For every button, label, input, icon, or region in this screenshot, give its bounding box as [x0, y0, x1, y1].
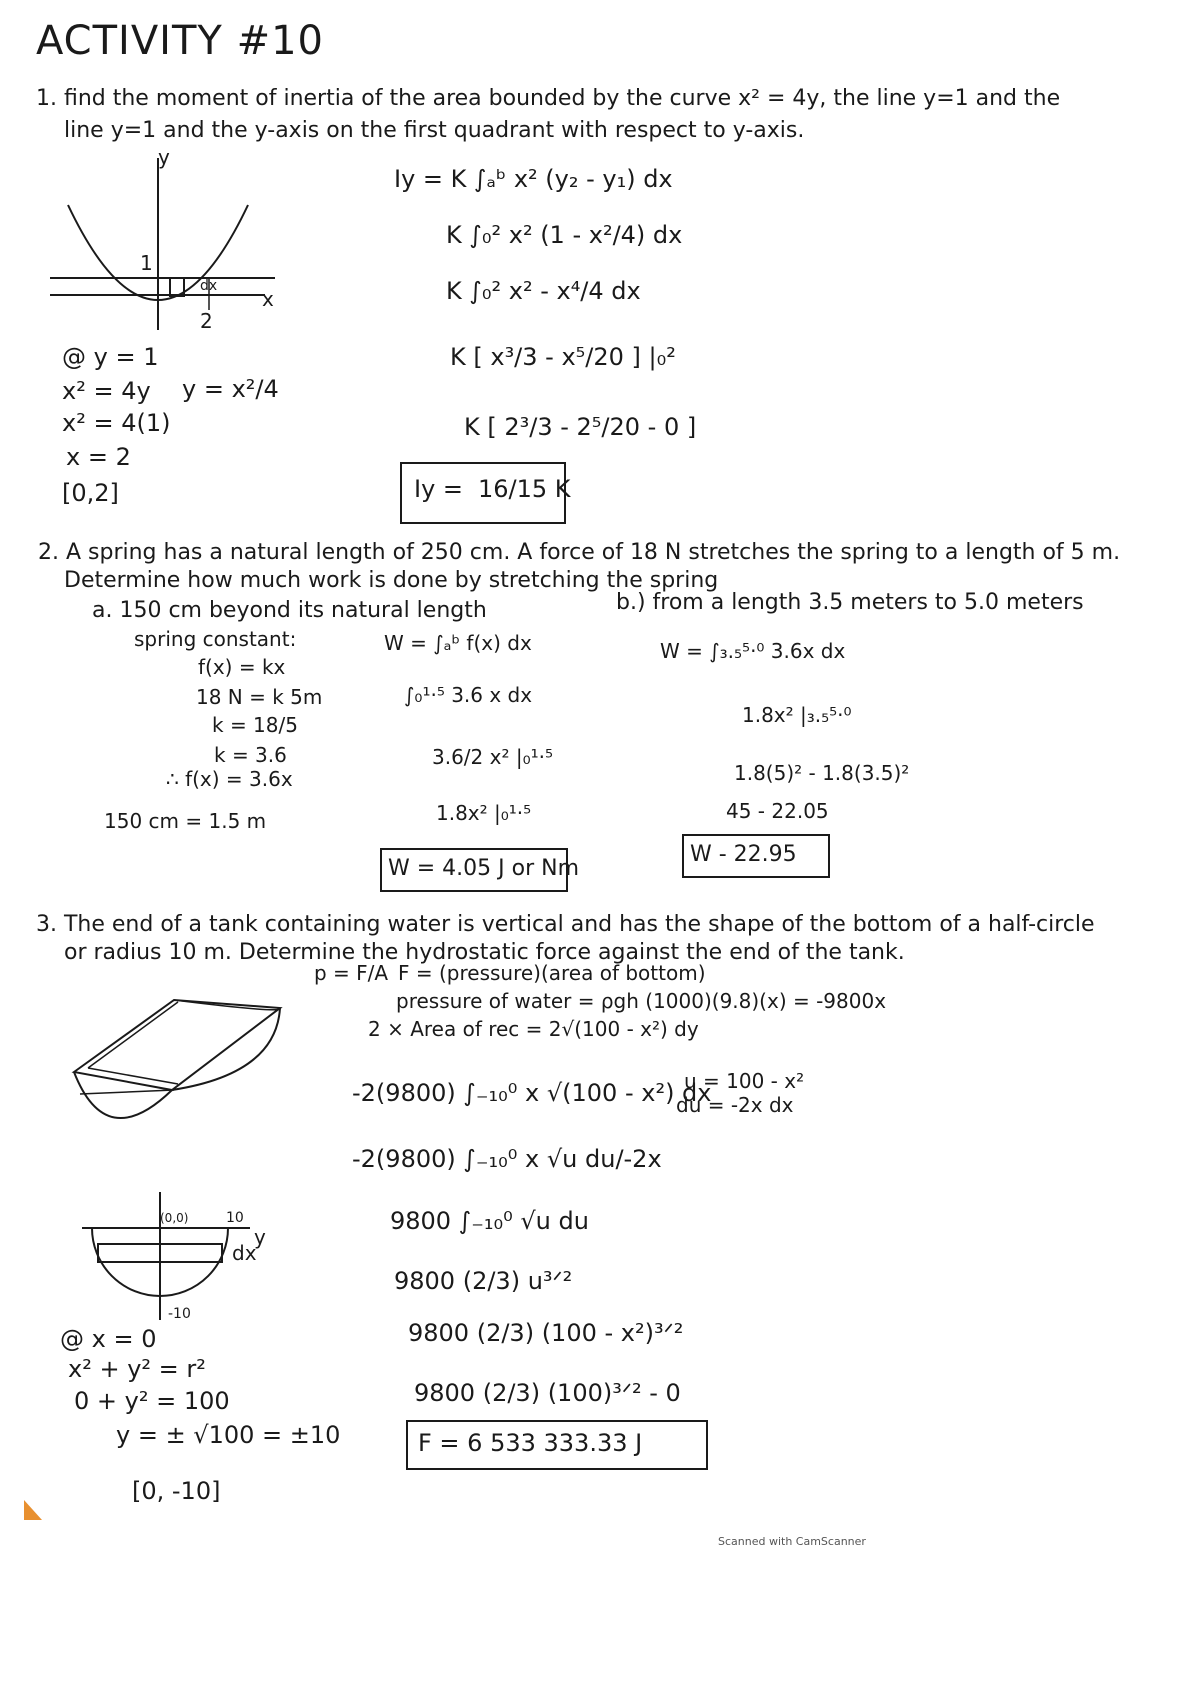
problem1-statement-line1: 1. find the moment of inertia of the area bounded by the curve x² = 4y, the line y=1 and the [36, 86, 1061, 111]
spring-line-0: f(x) = kx [198, 655, 286, 679]
spring-line-3: k = 3.6 [214, 743, 287, 767]
p3-step-1: -2(9800) ∫₋₁₀⁰ x √(100 - x²) dx [352, 1079, 712, 1107]
work-a-step-2: 3.6/2 x² |₀¹·⁵ [432, 745, 553, 769]
problem2-part-b: b.) from a length 3.5 meters to 5.0 meters [616, 590, 1084, 615]
p1-step-1: Iy = K ∫ₐᵇ x² (y₂ - y₁) dx [394, 165, 673, 193]
work-a-formula: W = ∫ₐᵇ f(x) dx [384, 631, 532, 655]
p1-step-3: K ∫₀² x² - x⁴/4 dx [446, 277, 641, 305]
p3-sub-du: du = -2x dx [676, 1093, 794, 1117]
p1-bound-1: x² = 4y [62, 377, 151, 405]
spring-line-1: 18 N = k 5m [196, 685, 323, 709]
graph2-origin-label: (0,0) [160, 1211, 189, 1225]
problem2-statement-line1: 2. A spring has a natural length of 250 cm. A force of 18 N stretches the spring to a length of 5 m. [38, 540, 1121, 565]
work-b-formula: W = ∫₃.₅⁵·⁰ 3.6x dx [660, 639, 846, 663]
graph1-dx-label: dx [200, 278, 218, 294]
p3-bound-3: y = ± √100 = ±10 [116, 1421, 341, 1449]
p3-p-equation: p = F/A [314, 961, 389, 985]
work-b-answer: W - 22.95 [690, 842, 797, 867]
problem3-statement-line1: 3. The end of a tank containing water is vertical and has the shape of the bottom of a half-circle [36, 912, 1095, 937]
p3-f-equation: F = (pressure)(area of bottom) [398, 961, 706, 985]
parabola-graph [40, 150, 290, 340]
problem3-statement-line2: or radius 10 m. Determine the hydrostatic force against the end of the tank. [64, 940, 905, 965]
work-a-answer: W = 4.05 J or Nm [388, 856, 580, 881]
p3-area-equation: 2 × Area of rec = 2√(100 - x²) dy [368, 1017, 699, 1041]
spring-line-2: k = 18/5 [212, 713, 298, 737]
p1-answer-label: Iy = [414, 475, 464, 503]
p1-bound-2: x² = 4(1) [62, 409, 171, 437]
graph1-x-label: x [262, 287, 274, 311]
p1-answer-value: 16/15 K [478, 475, 571, 503]
tank-drawing [66, 994, 288, 1144]
p3-bound-4: [0, -10] [132, 1477, 221, 1505]
corner-fold-icon [24, 1500, 44, 1522]
p3-bound-1: x² + y² = r² [68, 1355, 206, 1383]
graph2-dx-label: dx [232, 1241, 257, 1265]
p3-step-5: 9800 (2/3) (100 - x²)³ᐟ² [408, 1319, 684, 1347]
graph1-y-label: y [158, 145, 170, 169]
p1-bound-0: @ y = 1 [62, 343, 159, 371]
scanner-footer: Scanned with CamScanner [718, 1535, 866, 1548]
graph1-one-label: 1 [140, 251, 153, 275]
graph2-neg-ten-label: -10 [168, 1306, 191, 1322]
p1-y-equation: y = x²/4 [182, 375, 279, 403]
graph2-y-label: y [254, 1225, 266, 1249]
work-b-step-3: 45 - 22.05 [726, 799, 829, 823]
graph2-ten-label: 10 [226, 1210, 244, 1226]
problem2-statement-line2: Determine how much work is done by stretching the spring [64, 568, 719, 593]
spring-constant-label: spring constant: [134, 627, 297, 651]
work-b-step-1: 1.8x² |₃.₅⁵·⁰ [742, 703, 852, 727]
p3-bound-0: @ x = 0 [60, 1325, 157, 1353]
work-a-step-1: ∫₀¹·⁵ 3.6 x dx [404, 683, 533, 707]
p1-step-5: K [ 2³/3 - 2⁵/20 - 0 ] [464, 413, 697, 441]
p3-answer: F = 6 533 333.33 J [418, 1429, 643, 1457]
p3-bound-2: 0 + y² = 100 [74, 1387, 230, 1415]
p3-step-3: 9800 ∫₋₁₀⁰ √u du [390, 1207, 589, 1235]
problem2-part-a: a. 150 cm beyond its natural length [92, 598, 487, 623]
p3-step-4: 9800 (2/3) u³ᐟ² [394, 1267, 573, 1295]
p1-step-2: K ∫₀² x² (1 - x²/4) dx [446, 221, 683, 249]
p3-sub-u: u = 100 - x² [684, 1069, 805, 1093]
p1-bound-3: x = 2 [66, 443, 131, 471]
conversion-line: 150 cm = 1.5 m [104, 809, 267, 833]
p1-bound-4: [0,2] [62, 479, 119, 507]
p3-step-6: 9800 (2/3) (100)³ᐟ² - 0 [414, 1379, 681, 1407]
graph1-two-label: 2 [200, 309, 213, 333]
page-title: ACTIVITY #10 [36, 18, 324, 64]
work-a-step-3: 1.8x² |₀¹·⁵ [436, 801, 532, 825]
spring-line-4: ∴ f(x) = 3.6x [166, 767, 293, 791]
p3-step-2: -2(9800) ∫₋₁₀⁰ x √u du/-2x [352, 1145, 662, 1173]
p1-step-4: K [ x³/3 - x⁵/20 ] |₀² [450, 343, 676, 371]
work-b-step-2: 1.8(5)² - 1.8(3.5)² [734, 761, 910, 785]
problem1-statement-line2: line y=1 and the y-axis on the first quadrant with respect to y-axis. [64, 118, 805, 143]
p3-pressure-equation: pressure of water = ρgh (1000)(9.8)(x) = -9800x [396, 989, 887, 1013]
